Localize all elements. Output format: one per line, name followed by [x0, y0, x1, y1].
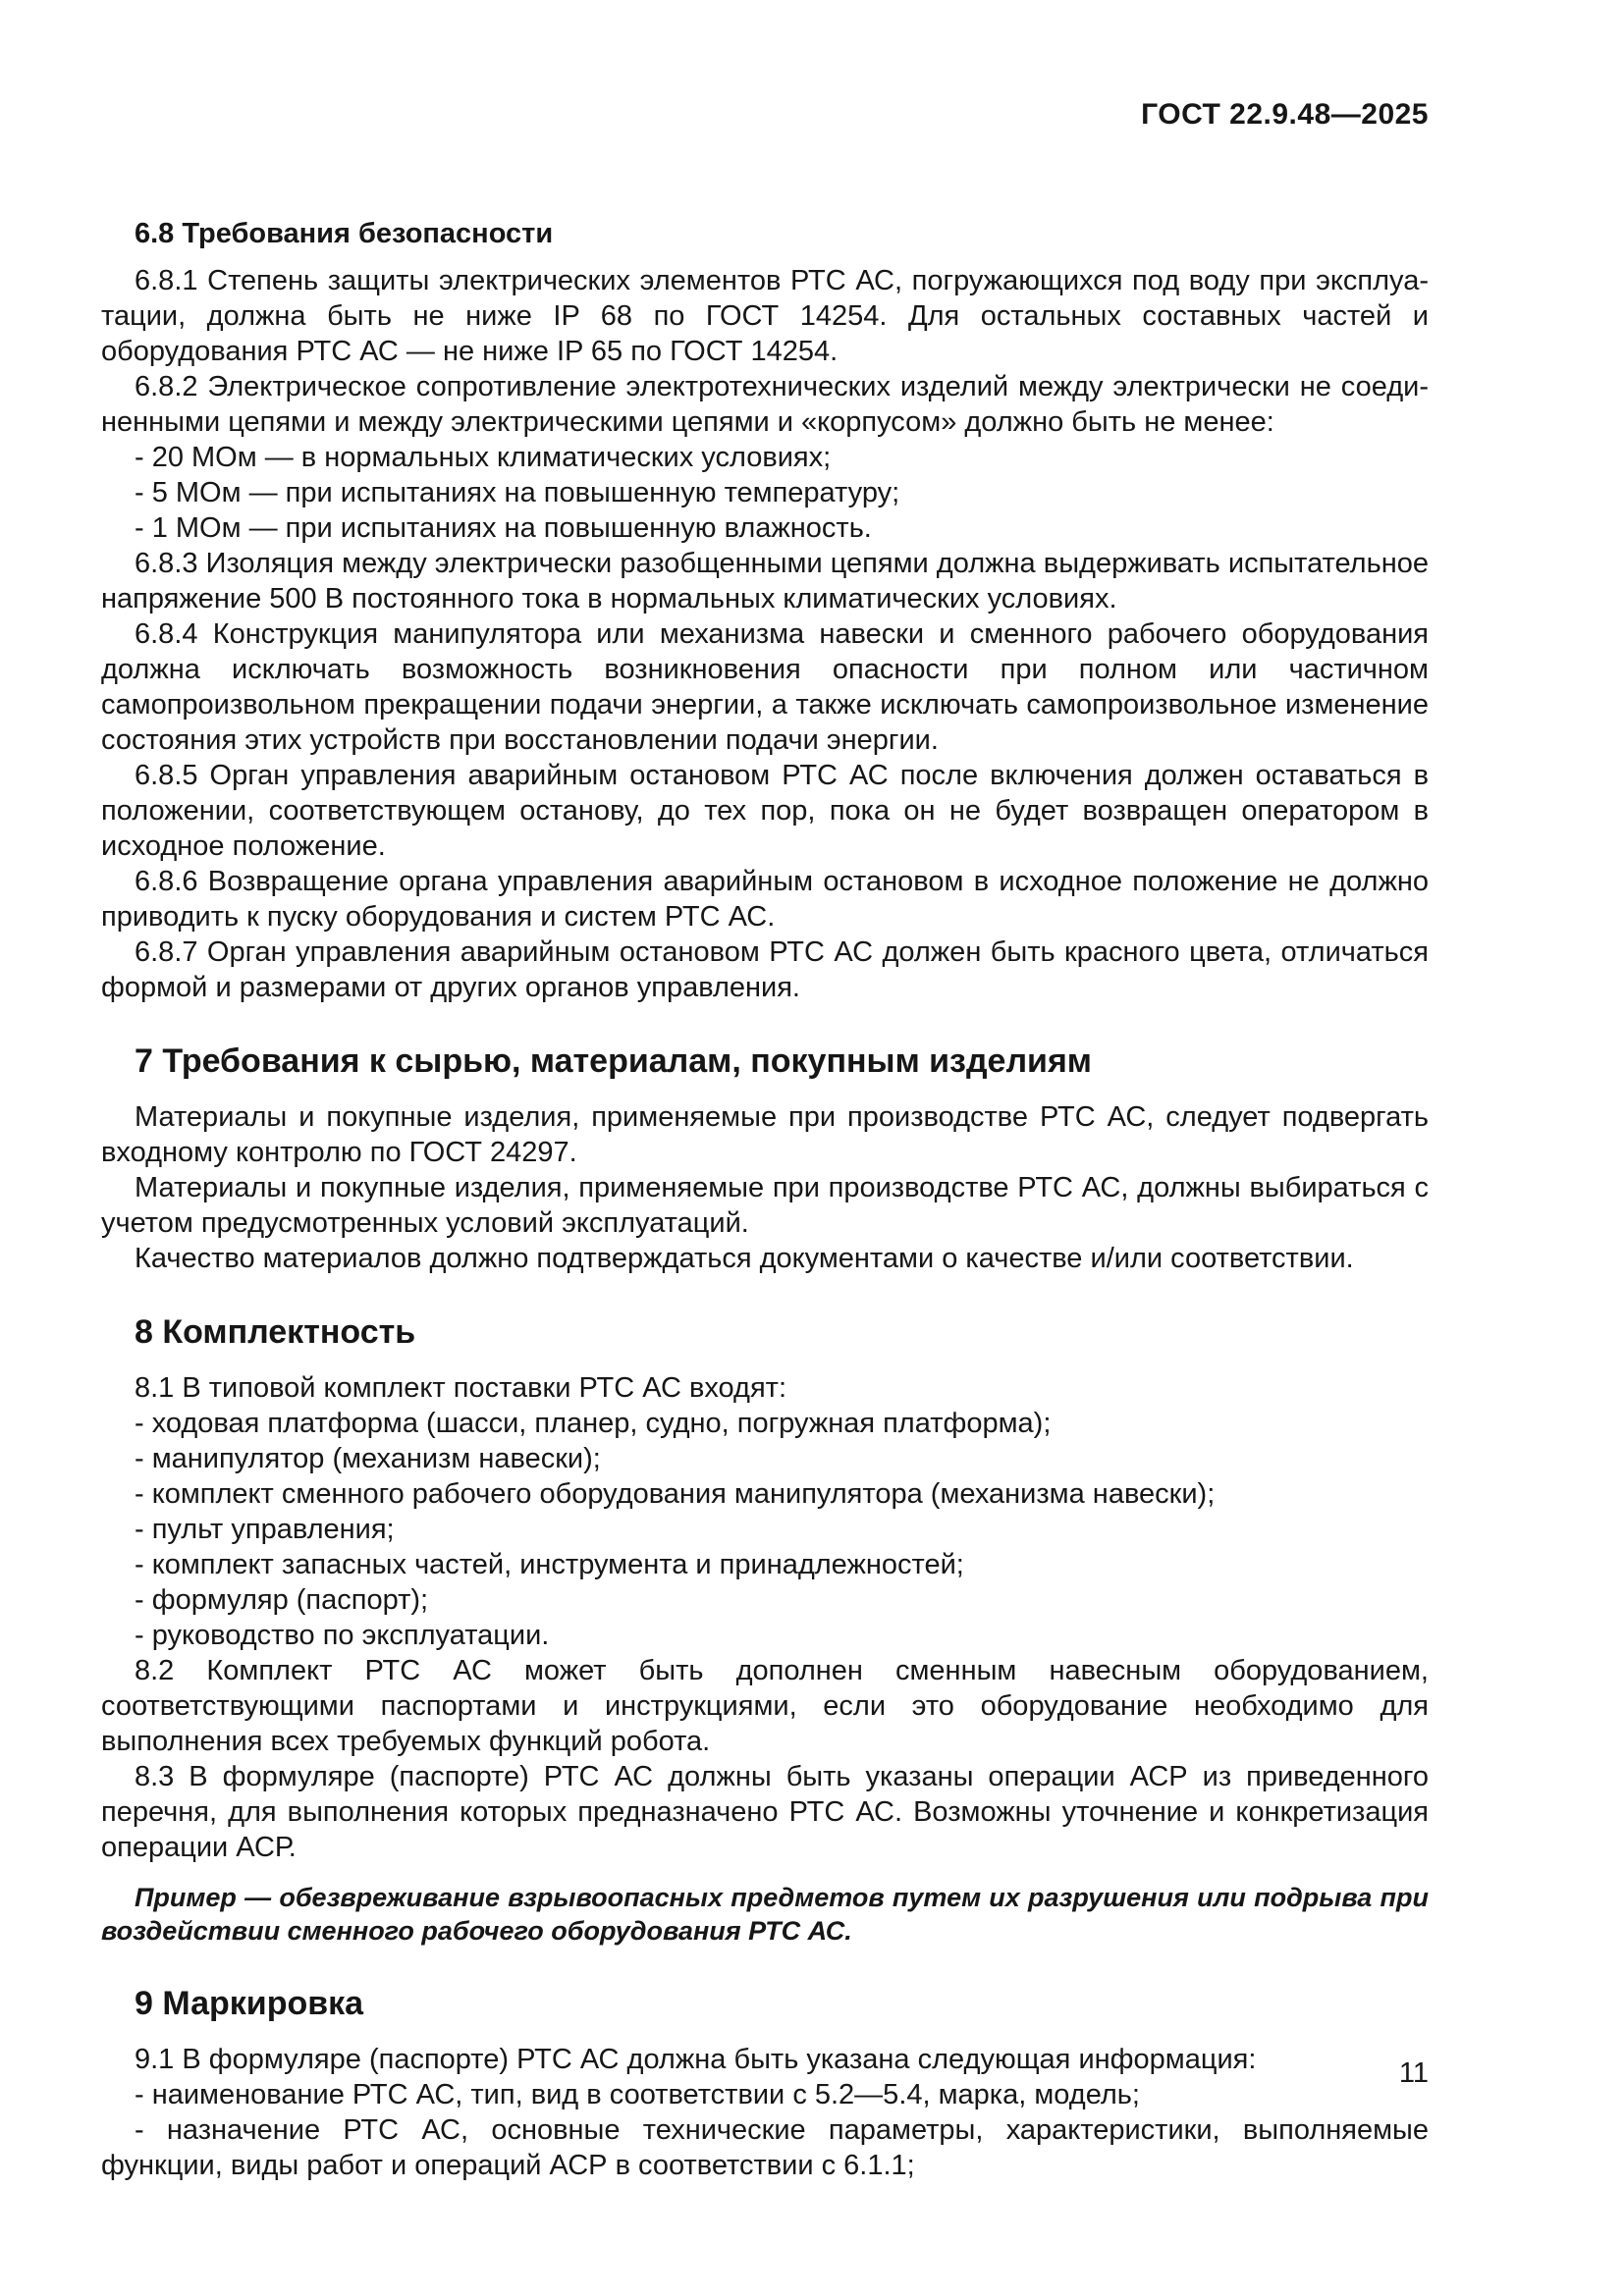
list-item-5-mohm: - 5 МОм — при испытаниях на повышенную температуру;: [135, 477, 900, 508]
para-6-8-1: 6.8.1 Степень защиты электрических элементов РТС АС, погружающихся под воду при эксплуатации, должна быть не ниже IP 68 по ГОСТ 14254. Для остальных составных частей и оборудования РТС АС — не ниже IP 65 по ГОСТ 14254.: [101, 265, 1429, 367]
list-item-operation-manual: - руководство по эксплуатации.: [135, 1620, 550, 1651]
list-item-replaceable-equipment: - комплект сменного рабочего оборудования манипулятора (механизма навески);: [135, 1478, 1216, 1510]
para-6-8-2: 6.8.2 Электрическое сопротивление электротехнических изделий между электрически не соединенными цепями и между электрическими цепями и «корпусом» должно быть не менее:: [101, 371, 1429, 438]
list-item-manipulator: - манипулятор (механизм навески);: [135, 1443, 601, 1474]
example-text: Пример — обезвреживание взрывоопасных предметов путем их разрушения или подрыва при воздействии сменного рабочего оборудования РТС АС.: [101, 1883, 1429, 1946]
list-item-20-mohm: - 20 МОм — в нормальных климатических условиях;: [135, 442, 832, 473]
list-item-control-console: - пульт управления;: [135, 1514, 395, 1545]
list-item-spare-parts: - комплект запасных частей, инструмента и принадлежностей;: [135, 1549, 964, 1580]
heading-6-8-safety-requirements: 6.8 Требования безопасности: [135, 218, 554, 249]
para-6-8-3: 6.8.3 Изоляция между электрически разобщенными цепями должна выдерживать испытательное напряжение 500 В постоянного тока в нормальных климатических условиях.: [101, 548, 1429, 614]
para-8-3: 8.3 В формуляре (паспорте) РТС АС должны быть указаны операции АСР из приведенного перечня, для выполнения которых предназначено РТС АС. Возможны уточнение и конкретизация операции АСР.: [101, 1761, 1429, 1863]
para-7-quality-documents: Качество материалов должно подтверждаться документами о качестве и/или соответствии.: [135, 1243, 1354, 1274]
document-content: [101, 216, 1429, 2183]
page-number: 11: [1398, 2057, 1429, 2089]
para-6-8-7: 6.8.7 Орган управления аварийным остановом РТС АС должен быть красного цвета, отличаться формой и размерами от других органов управления.: [101, 936, 1429, 1003]
heading-9-marking: 9 Маркировка: [135, 1985, 364, 2022]
para-6-8-5: 6.8.5 Орган управления аварийным остановом РТС АС после включения должен оставаться в положении, соответствующем останову, до тех пор, пока он не будет возвращен оператором в исходное положение.: [101, 760, 1429, 862]
heading-7-raw-materials: 7 Требования к сырью, материалам, покупным изделиям: [135, 1042, 1092, 1080]
heading-8-completeness: 8 Комплектность: [135, 1313, 416, 1351]
list-item-purpose-parameters: - назначение РТС АС, основные технические параметры, характеристики, выполняемые функции, виды работ и операций АСР в соответствии с 6.1.1;: [101, 2114, 1429, 2181]
para-8-1: 8.1 В типовой комплект поставки РТС АС входят:: [135, 1372, 786, 1404]
para-6-8-4: 6.8.4 Конструкция манипулятора или механизма навески и сменного рабочего оборудования должна исключать возможность возникновения опасности при полном или частичном самопроизвольном прекращении подачи энергии, а также исключать самопроизвольное изменение состояния этих устройств при восстановлении подачи энергии.: [101, 618, 1429, 756]
standard-designation-header: ГОСТ 22.9.48—2025: [1141, 98, 1429, 131]
list-item-logbook: - формуляр (паспорт);: [135, 1584, 429, 1616]
list-item-name-type: - наименование РТС АС, тип, вид в соответствии с 5.2—5.4, марка, модель;: [135, 2079, 1140, 2110]
para-6-8-6: 6.8.6 Возвращение органа управления аварийным остановом в исходное положение не должно приводить к пуску оборудования и систем РТС АС.: [101, 866, 1429, 933]
para-8-2: 8.2 Комплект РТС АС может быть дополнен сменным навесным оборудованием, соответствующими паспортами и инструкциями, если это оборудование необходимо для выполнения всех требуемых функций робота.: [101, 1655, 1429, 1757]
list-item-1-mohm: - 1 МОм — при испытаниях на повышенную влажность.: [135, 512, 872, 544]
para-9-1: 9.1 В формуляре (паспорте) РТС АС должна быть указана следующая информация:: [135, 2044, 1257, 2075]
para-7-material-selection: Материалы и покупные изделия, применяемые при производстве РТС АС, должны выбираться с учетом предусмотренных условий эксплуатаций.: [101, 1172, 1429, 1239]
list-item-chassis-platform: - ходовая платформа (шасси, планер, судно, погружная платформа);: [135, 1408, 1052, 1439]
para-7-incoming-control: Материалы и покупные изделия, применяемые при производстве РТС АС, следует подвергать входному контролю по ГОСТ 24297.: [101, 1101, 1429, 1168]
